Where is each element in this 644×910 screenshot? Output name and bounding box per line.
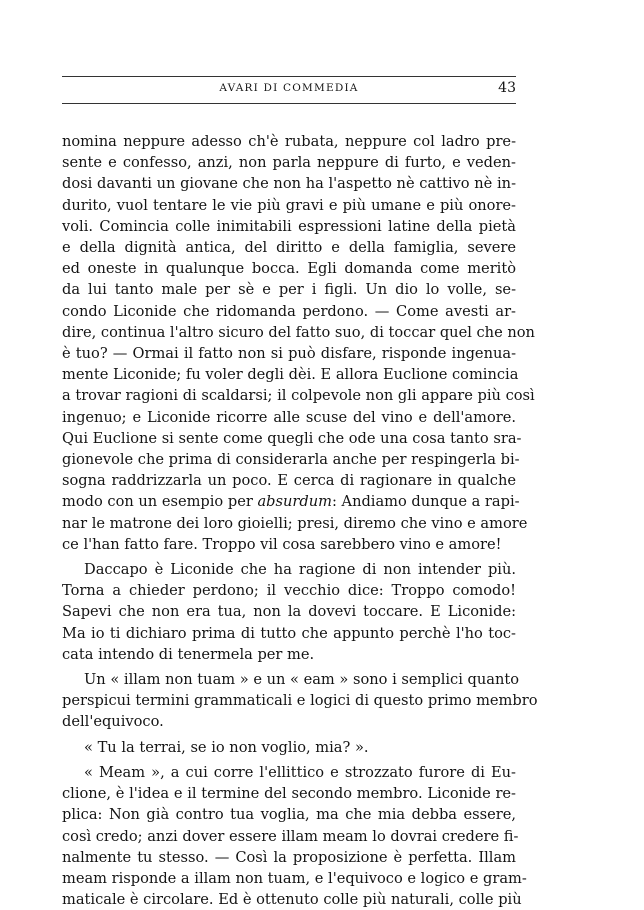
text-line: e della dignità antica, del diritto e della famiglia, severe bbox=[62, 239, 516, 257]
text-line: Torna a chieder perdono; il vecchio dice: Troppo comodo! bbox=[62, 582, 516, 600]
text-line: dell'equivoco. bbox=[62, 713, 164, 731]
paragraph bbox=[62, 762, 527, 910]
paragraph bbox=[62, 131, 535, 555]
text-line: Sapevi che non era tua, non la dovevi toccare. E Liconide: bbox=[62, 603, 516, 621]
text-line: è tuo? — Ormai il fatto non si può disfare, risponde ingenua- bbox=[62, 345, 516, 363]
text-line: Un « illam non tuam » e un « eam » sono i semplici quanto bbox=[84, 671, 519, 689]
text-line: Daccapo è Liconide che ha ragione di non intender più. bbox=[84, 561, 516, 579]
text-line: nomina neppure adesso ch'è rubata, neppure col ladro pre- bbox=[62, 133, 516, 150]
text-line: dire, continua l'altro sicuro del fatto suo, di toccar quel che non bbox=[62, 323, 535, 341]
text-line: così credo; anzi dover essere illam meam lo dovrai credere fi- bbox=[62, 827, 519, 845]
italic-term: absurdum bbox=[257, 493, 332, 511]
running-head: AVARI DI COMMEDIA bbox=[219, 82, 359, 94]
text-line: a trovar ragioni di scaldarsi; il colpevole non gli appare più così bbox=[62, 387, 535, 405]
text-line: modo con un esempio per absurdum: Andiamo dunque a rapi- bbox=[62, 493, 520, 511]
text-line: nalmente tu stesso. — Così la proposizione è perfetta. Illam bbox=[62, 848, 516, 866]
text-line: maticale è circolare. Ed è ottenuto colle più naturali, colle più bbox=[62, 891, 522, 909]
text-line: mente Liconide; fu voler degli dèi. E allora Euclione comincia bbox=[62, 366, 519, 384]
text-line: voli. Comincia colle inimitabili espressioni latine della pietà bbox=[62, 217, 516, 235]
text-line: condo Liconide che ridomanda perdono. — Come avesti ar- bbox=[62, 302, 516, 320]
text-line: « Meam », a cui corre l'ellittico e strozzato furore di Eu- bbox=[84, 763, 516, 781]
text-line: Qui Euclione si sente come quegli che ode una cosa tanto sra- bbox=[62, 429, 522, 447]
text-line: clione, è l'idea e il termine del secondo membro. Liconide re- bbox=[62, 785, 516, 803]
text-line: « Tu la terrai, se io non voglio, mia? ». bbox=[84, 738, 369, 756]
text-line: da lui tanto male per sè e per i figli. Un dio lo volle, se- bbox=[62, 281, 516, 299]
text-line: meam risponde a illam non tuam, e l'equivoco e logico e gram- bbox=[62, 869, 527, 887]
text-line: plica: Non già contro tua voglia, ma che mia debba essere, bbox=[62, 806, 516, 824]
text-line: ce l'han fatto fare. Troppo vil cosa sarebbero vino e amore! bbox=[62, 535, 502, 553]
paragraph bbox=[62, 559, 516, 665]
text-line: dosi davanti un giovane che non ha l'aspetto nè cattivo nè in- bbox=[62, 175, 516, 193]
text-line: nar le matrone dei loro gioielli; presi, diremo che vino e amore bbox=[62, 514, 528, 532]
paragraph bbox=[62, 737, 516, 758]
text-line: sente e confesso, anzi, non parla neppure di furto, e veden- bbox=[62, 154, 516, 172]
paragraph bbox=[62, 669, 538, 733]
text-line: perspicui termini grammaticali e logici di questo primo membro bbox=[62, 692, 538, 710]
header-rule-top bbox=[62, 76, 516, 77]
text-line: Ma io ti dichiaro prima di tutto che appunto perchè l'ho toc- bbox=[62, 624, 516, 642]
text-line: sogna raddrizzarla un poco. E cerca di ragionare in qualche bbox=[62, 472, 516, 490]
text-line: cata intendo di tenermela per me. bbox=[62, 645, 315, 663]
body-text bbox=[62, 131, 538, 910]
page-number: 43 bbox=[498, 80, 516, 96]
text-line: gionevole che prima di considerarla anche per respingerla bi- bbox=[62, 451, 520, 469]
text-line: ed oneste in qualunque bocca. Egli domanda come meritò bbox=[62, 260, 516, 278]
page-header bbox=[62, 82, 516, 100]
text-line: durito, vuol tentare le vie più gravi e più umane e più onore- bbox=[62, 196, 516, 214]
header-rule-bottom bbox=[62, 103, 516, 104]
text-line: ingenuo; e Liconide ricorre alle scuse del vino e dell'amore. bbox=[62, 408, 516, 426]
